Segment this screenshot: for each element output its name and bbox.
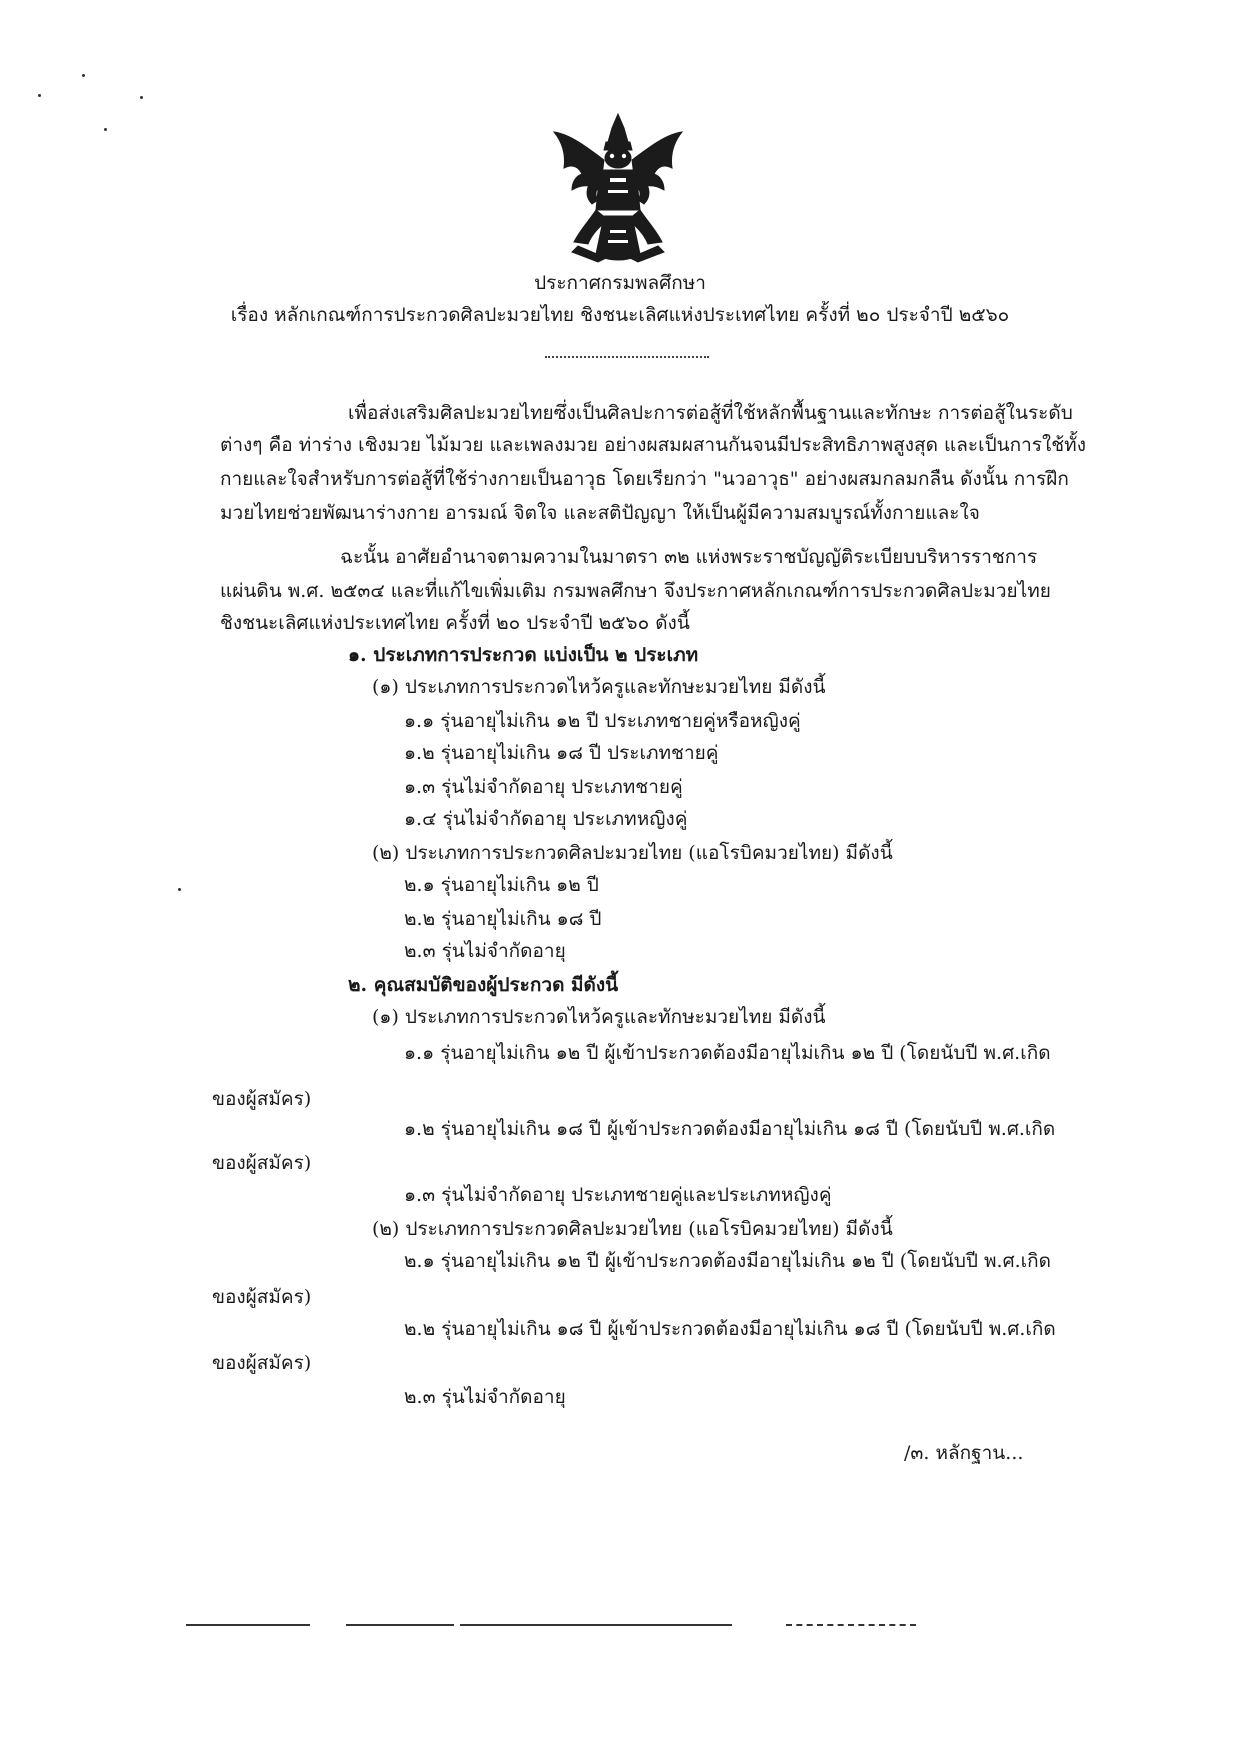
section-1-sub-1-item: ๑.๒ รุ่นอายุไม่เกิน ๑๘ ปี ประเภทชายคู่ — [404, 742, 719, 764]
intro-line-2: ต่างๆ คือ ท่าร่าง เชิงมวย ไม้มวย และเพลงมวย อย่างผสมผสานกันจนมีประสิทธิภาพสูงสุด และเป็นการใช้ทั้ง — [220, 434, 1086, 456]
scan-speck — [82, 74, 85, 77]
authority-line-3: ชิงชนะเลิศแห่งประเทศไทย ครั้งที่ ๒๐ ประจำปี ๒๕๖๐ ดังนี้ — [220, 612, 690, 634]
section-1-sub-2-title: (๒) ประเภทการประกวดศิลปะมวยไทย (แอโรบิคมวยไทย) มีดังนี้ — [372, 842, 893, 864]
section-2-sub-2-item-3: ๒.๓ รุ่นไม่จำกัดอายุ — [404, 1386, 566, 1408]
section-1-sub-2-item: ๒.๓ รุ่นไม่จำกัดอายุ — [404, 940, 566, 962]
section-1-sub-2-item: ๒.๒ รุ่นอายุไม่เกิน ๑๘ ปี — [404, 908, 602, 930]
section-2-sub-1-item-1-cont: ของผู้สมัคร) — [212, 1088, 312, 1110]
footer-rule — [346, 1624, 454, 1626]
intro-line-4: มวยไทยช่วยพัฒนาร่างกาย อารมณ์ จิตใจ และสติปัญญา ให้เป็นผู้มีความสมบูรณ์ทั้งกายและใจ — [220, 502, 980, 524]
section-1-sub-1-item: ๑.๔ รุ่นไม่จำกัดอายุ ประเภทหญิงคู่ — [404, 808, 688, 830]
section-1-sub-1-item: ๑.๓ รุ่นไม่จำกัดอายุ ประเภทชายคู่ — [404, 776, 683, 798]
section-2-sub-2-item-2: ๒.๒ รุ่นอายุไม่เกิน ๑๘ ปี ผู้เข้าประกวดต้องมีอายุไม่เกิน ๑๘ ปี (โดยนับปี พ.ศ.เกิด — [404, 1318, 1056, 1340]
subject-heading: เรื่อง หลักเกณฑ์การประกวดศิลปะมวยไทย ชิงชนะเลิศแห่งประเทศไทย ครั้งที่ ๒๐ ประจำปี ๒๕๖๐ — [230, 304, 1010, 326]
footer-rule — [460, 1624, 732, 1626]
section-2-sub-1-item-1: ๑.๑ รุ่นอายุไม่เกิน ๑๒ ปี ผู้เข้าประกวดต้องมีอายุไม่เกิน ๑๒ ปี (โดยนับปี พ.ศ.เกิด — [404, 1042, 1051, 1064]
garuda-emblem-icon — [548, 112, 688, 264]
scan-speck — [178, 888, 181, 891]
section-1-sub-1-item: ๑.๑ รุ่นอายุไม่เกิน ๑๒ ปี ประเภทชายคู่หรือหญิงคู่ — [404, 710, 801, 732]
section-1-title: ๑. ประเภทการประกวด แบ่งเป็น ๒ ประเภท — [348, 644, 699, 666]
scan-speck — [140, 96, 143, 99]
intro-line-3: กายและใจสำหรับการต่อสู้ที่ใช้ร่างกายเป็นอาวุธ โดยเรียกว่า "นวอาวุธ" อย่างผสมกลมกลืน ดังนั้น การฝึก — [220, 468, 1069, 490]
continuation-marker: /๓. หลักฐาน... — [904, 1442, 1024, 1464]
scan-speck — [38, 94, 41, 97]
section-2-sub-1-title: (๑) ประเภทการประกวดไหว้ครูและทักษะมวยไทย มีดังนี้ — [372, 1006, 826, 1028]
footer-rule — [786, 1624, 916, 1626]
heading-divider — [545, 356, 709, 358]
section-1-sub-1-title: (๑) ประเภทการประกวดไหว้ครูและทักษะมวยไทย มีดังนี้ — [372, 676, 826, 698]
intro-line-1: เพื่อส่งเสริมศิลปะมวยไทยซึ่งเป็นศิลปะการต่อสู้ที่ใช้หลักพื้นฐานและทักษะ การต่อสู้ในระดับ — [348, 402, 1073, 424]
section-1-sub-2-item: ๒.๑ รุ่นอายุไม่เกิน ๑๒ ปี — [404, 874, 599, 896]
section-2-sub-1-item-2: ๑.๒ รุ่นอายุไม่เกิน ๑๘ ปี ผู้เข้าประกวดต้องมีอายุไม่เกิน ๑๘ ปี (โดยนับปี พ.ศ.เกิด — [404, 1118, 1056, 1140]
authority-line-1: ฉะนั้น อาศัยอำนาจตามความในมาตรา ๓๒ แห่งพระราชบัญญัติระเบียบบริหารราชการ — [340, 546, 1038, 568]
authority-line-2: แผ่นดิน พ.ศ. ๒๕๓๔ และที่แก้ไขเพิ่มเติม กรมพลศึกษา จึงประกาศหลักเกณฑ์การประกวดศิลปะมวยไทย — [220, 580, 1051, 602]
section-2-sub-1-item-3: ๑.๓ รุ่นไม่จำกัดอายุ ประเภทชายคู่และประเภทหญิงคู่ — [404, 1184, 832, 1206]
footer-rule — [186, 1624, 310, 1626]
section-2-title: ๒. คุณสมบัติของผู้ประกวด มีดังนี้ — [348, 974, 619, 996]
section-2-sub-1-item-2-cont: ของผู้สมัคร) — [212, 1152, 312, 1174]
section-2-sub-2-item-1: ๒.๑ รุ่นอายุไม่เกิน ๑๒ ปี ผู้เข้าประกวดต้องมีอายุไม่เกิน ๑๒ ปี (โดยนับปี พ.ศ.เกิด — [404, 1250, 1052, 1272]
scan-speck — [104, 128, 107, 131]
section-2-sub-2-title: (๒) ประเภทการประกวดศิลปะมวยไทย (แอโรบิคมวยไทย) มีดังนี้ — [372, 1218, 893, 1240]
section-2-sub-2-item-2-cont: ของผู้สมัคร) — [212, 1352, 312, 1374]
agency-heading: ประกาศกรมพลศึกษา — [534, 272, 706, 294]
section-2-sub-2-item-1-cont: ของผู้สมัคร) — [212, 1286, 312, 1308]
